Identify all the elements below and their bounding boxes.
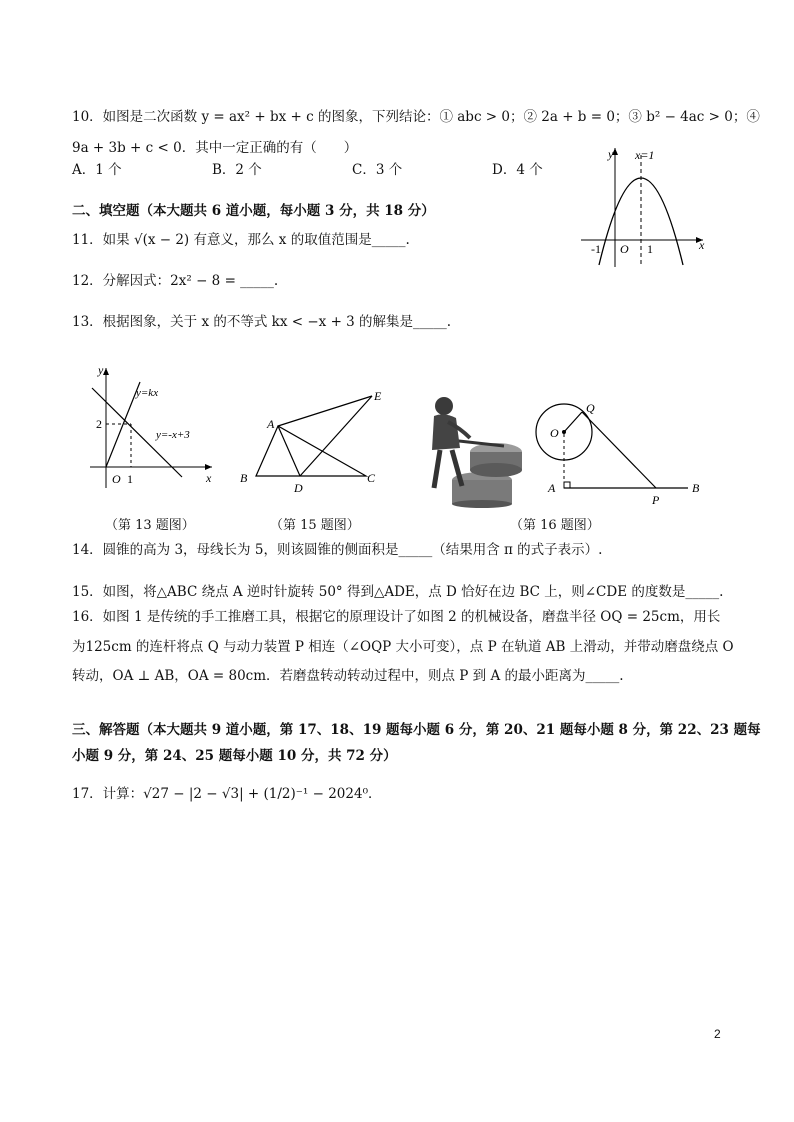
fig15-triangle (236, 386, 388, 495)
person-head (435, 397, 453, 415)
q16-line3: 转动，OA ⊥ AB，OA = 80cm．若磨盘转动转动过程中，则点 P 到 A 的最小距离为_____. (72, 668, 624, 684)
fig15-triangle-abc (256, 426, 366, 476)
q10-parabola-graph (575, 143, 715, 273)
fig16-label-q: Q (586, 401, 595, 415)
fig16-right-angle (564, 482, 570, 488)
fig15-segment-ad (278, 426, 300, 476)
fig16-rod-qp (582, 412, 656, 488)
fig15-label-b: B (240, 471, 248, 485)
graph-y-label: y (608, 147, 614, 161)
fig16-radius-oq (564, 412, 582, 432)
q10-option-a: A．1 个 (72, 162, 122, 178)
fig15-label-d: D (294, 481, 303, 495)
q10-line1: 10．如图是二次函数 y = ax² + bx + c 的图象，下列结论：① abc > 0；② 2a + b = 0；③ b² − 4ac > 0；④ (72, 109, 760, 125)
fig16-label-a: A (548, 481, 556, 495)
q12-text: 12．分解因式：2x² − 8 = _____. (72, 273, 279, 289)
graph-neg1-label: -1 (591, 242, 601, 256)
fig15-label-a: A (267, 417, 275, 431)
fig13-2-label: 2 (96, 417, 102, 431)
q10-option-c: C．3 个 (352, 162, 403, 178)
person-body (432, 414, 460, 450)
fig16-label-o: O (550, 426, 559, 440)
q14-text: 14．圆锥的高为 3，母线长为 5，则该圆锥的侧面积是_____（结果用含 π 的式子表示）. (72, 542, 603, 558)
q13-text: 13．根据图象，关于 x 的不等式 kx < −x + 3 的解集是_____. (72, 314, 452, 330)
q10-option-b: B．2 个 (212, 162, 262, 178)
fig13-1-label: 1 (127, 472, 133, 486)
fig15-label-c: C (367, 471, 376, 485)
page-number: 2 (714, 1027, 721, 1041)
millstone-bottom (470, 463, 522, 477)
q11-text: 11．如果 √(x − 2) 有意义，那么 x 的取值范围是_____. (72, 232, 410, 248)
fig13-caption: （第 13 题图） (105, 518, 195, 533)
q16-line2: 为125cm 的连杆将点 Q 与动力装置 P 相连（∠OQP 大小可变），点 P 在轨道 AB 上滑动，并带动磨盘绕点 O (72, 639, 734, 655)
fig13-graph (82, 362, 222, 492)
graph-origin-label: O (620, 242, 629, 256)
fig13-line-label: y=-x+3 (156, 429, 190, 441)
fig16-label-p: P (652, 493, 660, 507)
fig13-line-ykx (106, 382, 140, 467)
fig13-y-label: y (98, 363, 104, 377)
grindstone-illustration (400, 388, 530, 506)
graph-x-label: x (699, 238, 705, 252)
fig15-caption: （第 15 题图） (270, 518, 360, 533)
fig13-x-arrow (205, 464, 212, 470)
q15-text: 15．如图，将△ABC 绕点 A 逆时针旋转 50° 得到△ADE，点 D 恰好在边 BC 上，则∠CDE 的度数是_____. (72, 584, 724, 600)
section2-heading: 二、填空题（本大题共 6 道小题，每小题 3 分，共 18 分） (72, 203, 435, 219)
q10-option-d: D．4 个 (492, 162, 543, 178)
section3-heading-line2: 小题 9 分，第 24、25 题每小题 10 分，共 72 分） (72, 748, 397, 764)
q16-line1: 16．如图 1 是传统的手工推磨工具，根据它的原理设计了如图 2 的机械设备，磨盘半径 OQ = 25cm，用长 (72, 609, 721, 625)
q10-line2: 9a + 3b + c < 0．其中一定正确的有（ ） (72, 140, 358, 156)
fig13-x-label: x (206, 471, 212, 485)
fig13-ykx-label: y=kx (136, 387, 159, 399)
fig13-y-arrow (103, 368, 109, 375)
fig16-label-b: B (692, 481, 700, 495)
q17-text: 17．计算：√27 − |2 − √3| + (1/2)⁻¹ − 2024⁰． (72, 786, 382, 802)
graph-1-label: 1 (647, 242, 653, 256)
person-leg-left (434, 450, 440, 488)
fig13-o-label: O (112, 472, 121, 486)
fig16-diagram (534, 396, 714, 508)
section3-heading-line1: 三、解答题（本大题共 9 道小题，第 17、18、19 题每小题 6 分，第 20、21 题每小题 8 分，第 22、23 题每 (72, 722, 761, 738)
fig16-caption: （第 16 题图） (510, 518, 600, 533)
fig15-label-e: E (374, 389, 382, 403)
base-bottom (452, 500, 512, 508)
graph-axis-label: x=1 (635, 148, 655, 162)
